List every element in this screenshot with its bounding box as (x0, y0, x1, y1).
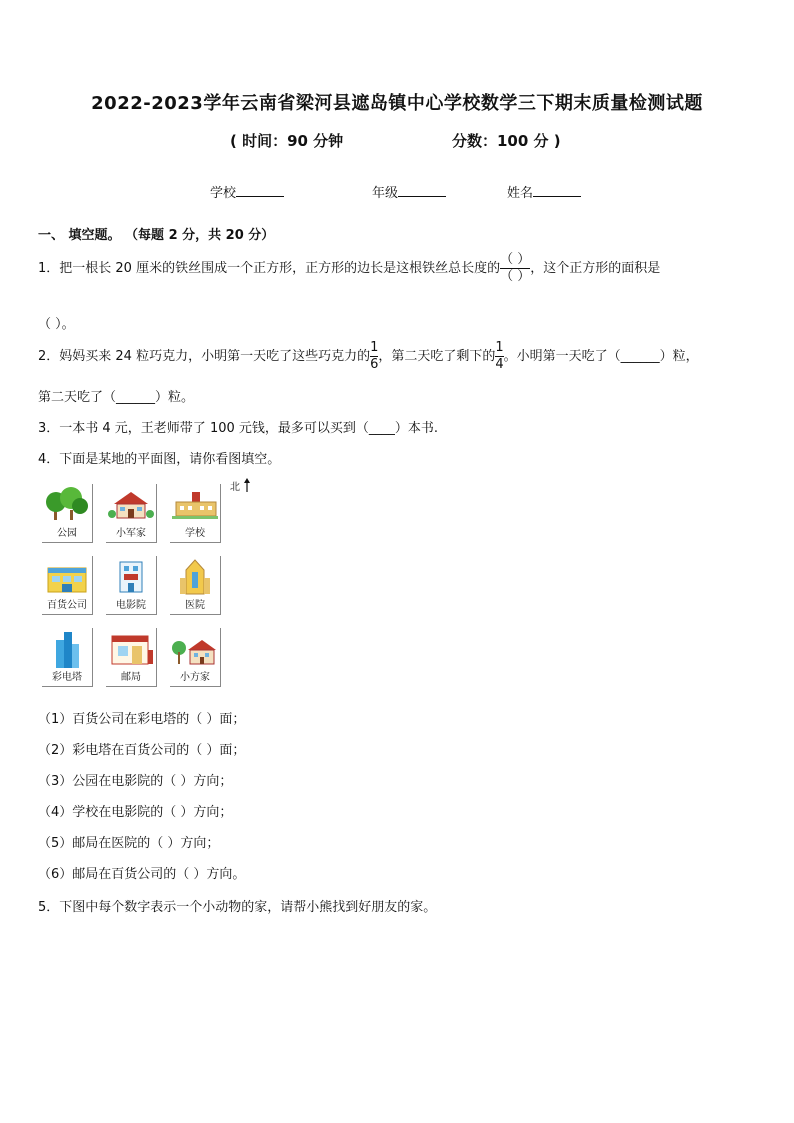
place-label: 小军家 (116, 528, 146, 539)
q2-fraction-2 (495, 340, 503, 373)
school-icon (172, 486, 218, 524)
q2-text-d[interactable]: 第二天吃了（______）粒。 (38, 390, 195, 405)
post-office-icon (108, 630, 154, 668)
place-park (42, 484, 93, 543)
question-4: 4．下面是某地的平面图，请你看图填空。 (38, 452, 281, 467)
hospital-icon (172, 558, 218, 596)
section-heading: 一、 填空题。 （每题 2 分，共 20 分） (38, 228, 275, 243)
tower-icon (44, 630, 90, 668)
place-tv-tower (42, 628, 93, 687)
q4-sub-6[interactable]: （6）邮局在百货公司的（ ）方向。 (38, 867, 246, 882)
place-cinema (106, 556, 157, 615)
q2-f2-num: 1 (495, 340, 504, 355)
q2-f1-den: 6 (370, 357, 379, 372)
q2-text-b: ，第二天吃了剩下的 (378, 349, 496, 364)
q1-fraction[interactable] (500, 252, 530, 285)
q4-sub-2[interactable]: （2）彩电塔在百货公司的（ ）面； (38, 743, 246, 758)
north-indicator (230, 478, 251, 493)
q2-text-c[interactable]: 。小明第一天吃了（______）粒， (503, 349, 699, 364)
place-label: 彩电塔 (52, 672, 82, 683)
exam-time: ( 时间：90 分钟 (230, 132, 344, 150)
place-label: 小方家 (180, 672, 210, 683)
place-xiaojun-home (106, 484, 157, 543)
place-post-office (106, 628, 157, 687)
q1-frac-bottom: （ ） (500, 269, 531, 284)
question-2 (38, 340, 699, 373)
question-1 (38, 252, 660, 285)
north-label: 北 (230, 482, 240, 493)
q2-f2-den: 4 (495, 357, 504, 372)
question-5: 5．下图中每个数字表示一个小动物的家，请帮小熊找到好朋友的家。 (38, 900, 437, 915)
place-label: 电影院 (116, 600, 146, 611)
house-icon (172, 630, 218, 668)
grade-label: 年级 (372, 186, 399, 201)
q1-frac-top: （ ） (500, 252, 531, 267)
q4-sub-1[interactable]: （1）百货公司在彩电塔的（ ）面； (38, 712, 246, 727)
place-xiaofang-home (170, 628, 221, 687)
question-3[interactable]: 3．一本书 4 元，王老师带了 100 元钱，最多可以买到（____）本书. (38, 421, 439, 436)
name-field[interactable] (507, 182, 581, 201)
q1-text-b: ，这个正方形的面积是 (530, 261, 661, 276)
place-hospital (170, 556, 221, 615)
place-label: 邮局 (121, 672, 141, 683)
exam-score: 分数：100 分 ) (452, 132, 561, 150)
school-label: 学校 (210, 186, 237, 201)
place-label: 公园 (57, 528, 77, 539)
name-label: 姓名 (507, 186, 534, 201)
store-icon (44, 558, 90, 596)
park-trees-icon (44, 486, 90, 524)
q4-sub-3[interactable]: （3）公园在电影院的（ ）方向； (38, 774, 233, 789)
q2-text-a: 2．妈妈买来 24 粒巧克力，小明第一天吃了这些巧克力的 (38, 349, 371, 364)
q2-f1-num: 1 (370, 340, 379, 355)
school-field[interactable] (210, 182, 284, 201)
grade-field[interactable] (372, 182, 446, 201)
north-arrow-icon (243, 478, 251, 492)
q1-text-a: 1．把一根长 20 厘米的铁丝围成一个正方形，正方形的边长是这根铁丝总长度的 (38, 261, 501, 276)
place-label: 学校 (185, 528, 205, 539)
cinema-icon (108, 558, 154, 596)
place-label: 百货公司 (47, 600, 87, 611)
page-title: 2022-2023学年云南省梁河县遮岛镇中心学校数学三下期末质量检测试题 (91, 93, 703, 114)
place-label: 医院 (185, 600, 205, 611)
house-icon (108, 486, 154, 524)
place-school (170, 484, 221, 543)
q4-sub-4[interactable]: （4）学校在电影院的（ ）方向； (38, 805, 233, 820)
q1-answer-line[interactable]: （ ）。 (38, 317, 75, 332)
q4-sub-5[interactable]: （5）邮局在医院的（ ）方向； (38, 836, 220, 851)
place-department-store (42, 556, 93, 615)
